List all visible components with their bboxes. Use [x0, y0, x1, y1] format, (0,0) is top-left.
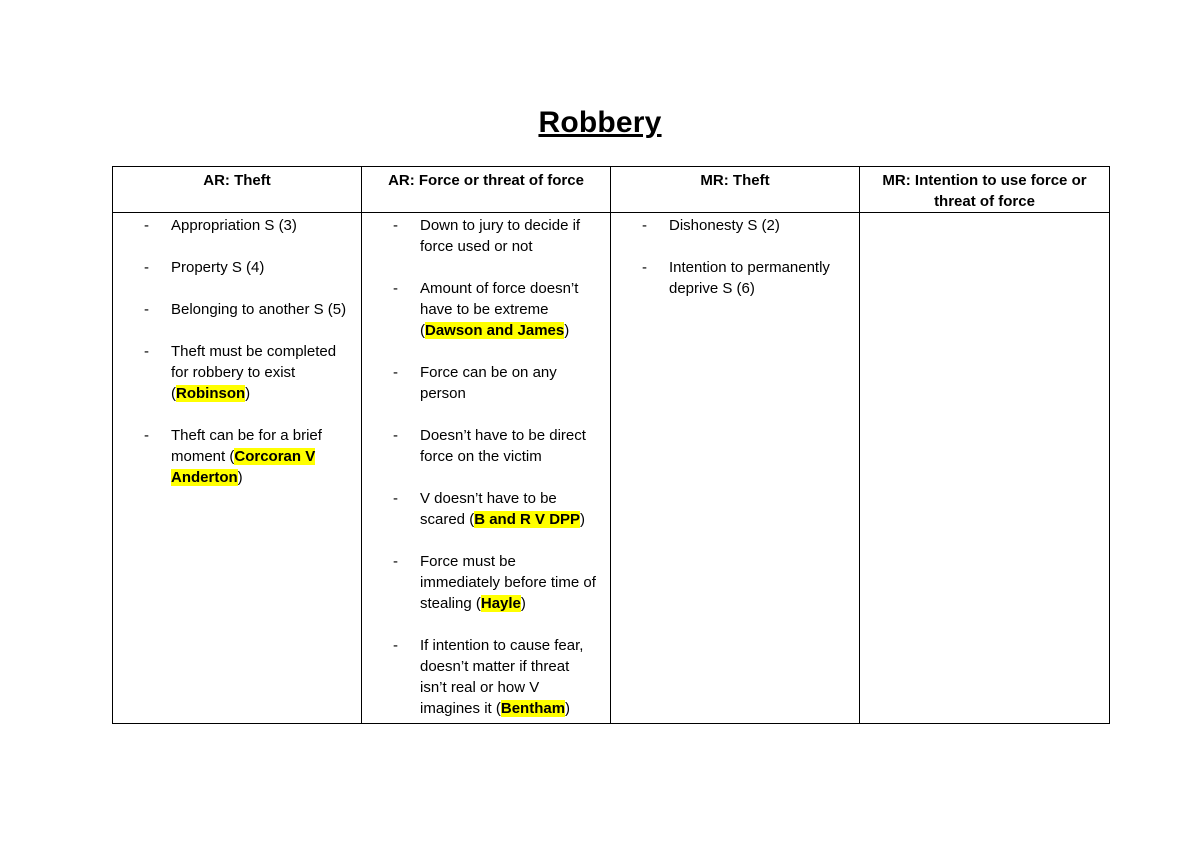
column-header-mr-theft: MR: Theft	[611, 167, 860, 213]
list-item	[137, 215, 351, 236]
case-name-highlight: Bentham	[500, 700, 566, 717]
item-text: )	[564, 322, 570, 339]
column-header-ar-theft: AR: Theft	[113, 167, 362, 213]
column-cell-mr-theft	[611, 213, 860, 724]
column-cell-ar-theft	[113, 213, 362, 724]
item-text: Intention to permanently deprive S (6)	[669, 259, 830, 297]
case-name-highlight: Dawson and James	[425, 322, 565, 339]
list-item	[137, 425, 351, 488]
list-item	[386, 635, 600, 719]
list-item	[137, 341, 351, 404]
item-text: )	[565, 700, 571, 717]
column-cell-mr-intention	[860, 213, 1110, 724]
list-item	[137, 257, 351, 278]
robbery-table	[112, 166, 1110, 724]
case-name-highlight: Hayle	[480, 595, 521, 612]
bullet-list	[137, 215, 351, 488]
item-text: Force must be immediately before time of stealing (	[420, 553, 596, 612]
list-item	[386, 488, 600, 530]
case-name-highlight: B and R V DPP	[474, 511, 581, 528]
item-text: Property S (4)	[171, 259, 265, 276]
column-cell-ar-force	[362, 213, 611, 724]
column-header-ar-force: AR: Force or threat of force	[362, 167, 611, 213]
item-text: )	[245, 385, 251, 402]
item-text: Theft must be completed for robbery to exist (	[171, 343, 337, 402]
item-text: )	[520, 595, 526, 612]
list-item	[386, 278, 600, 341]
item-text: Down to jury to decide if force used or not	[420, 217, 581, 255]
item-text: Doesn’t have to be direct force on the victim	[420, 427, 586, 465]
list-item	[635, 257, 849, 299]
item-text: )	[580, 511, 586, 528]
column-header-mr-intention: MR: Intention to use force or threat of force	[860, 167, 1110, 213]
page-title: Robbery	[538, 106, 662, 139]
case-name-highlight: Corcoran V Anderton	[171, 448, 316, 486]
list-item	[386, 362, 600, 404]
bullet-list	[386, 215, 600, 719]
table-row	[113, 213, 1110, 724]
list-item	[137, 299, 351, 320]
item-text: If intention to cause fear, doesn’t matter if threat isn’t real or how V imagines it (	[420, 637, 584, 717]
item-text: V doesn’t have to be scared (	[420, 490, 557, 528]
table-header-row	[113, 167, 1110, 213]
list-item	[386, 215, 600, 257]
item-text: Dishonesty S (2)	[669, 217, 780, 234]
item-text: Belonging to another S (5)	[171, 301, 347, 318]
list-item	[386, 551, 600, 614]
item-text: Force can be on any person	[420, 364, 557, 402]
item-text: )	[237, 469, 243, 486]
item-text: Appropriation S (3)	[171, 217, 297, 234]
bullet-list	[635, 215, 849, 299]
list-item	[386, 425, 600, 467]
item-text: Theft can be for a brief moment (	[171, 427, 322, 465]
item-text: Amount of force doesn’t have to be extreme (	[420, 280, 579, 339]
list-item	[635, 215, 849, 236]
case-name-highlight: Robinson	[176, 385, 246, 402]
